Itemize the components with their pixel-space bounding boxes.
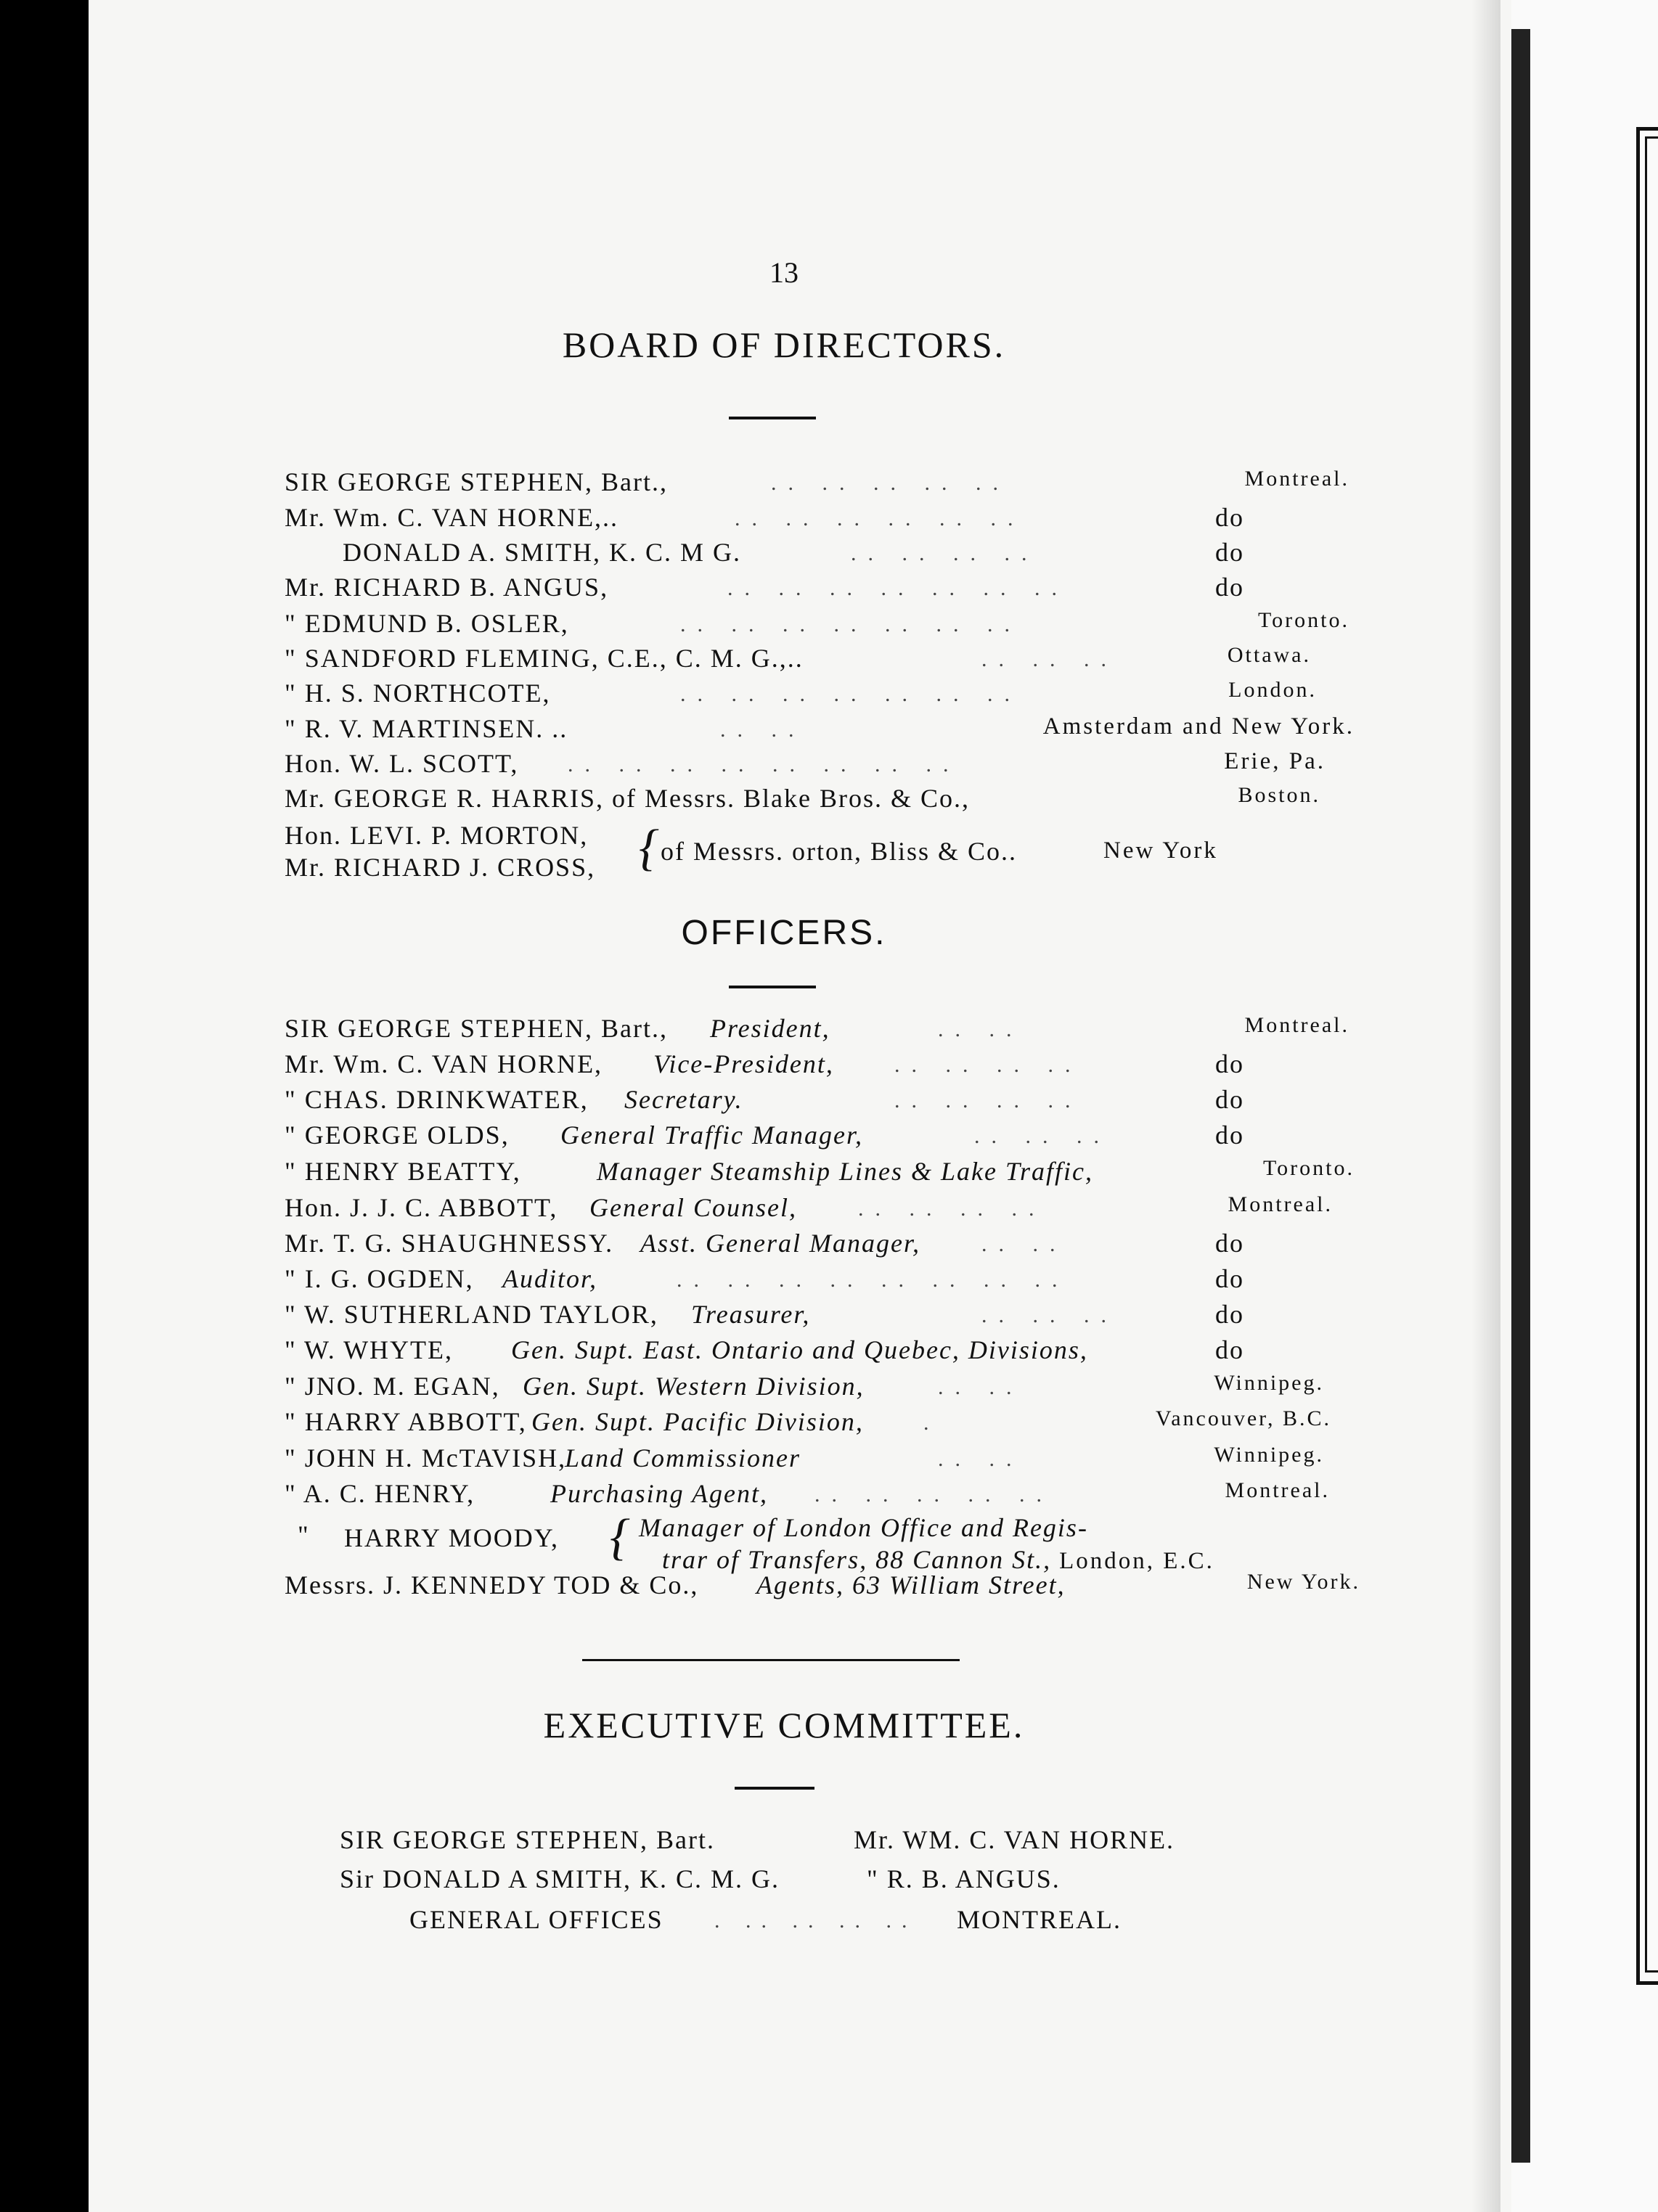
board-rule: [729, 417, 816, 419]
executive-heading: EXECUTIVE COMMITTEE.: [543, 1705, 1025, 1745]
director-name: Mr. Wm. C. VAN HORNE,..: [285, 503, 619, 532]
officer-title: Asst. General Manager,: [640, 1229, 920, 1258]
board-row: [285, 678, 1658, 713]
officer-name: " W. WHYTE,: [285, 1335, 454, 1364]
director-name: DONALD A. SMITH, K. C. M G.: [343, 538, 742, 567]
leader-dots: .. .. .. ..: [851, 541, 1039, 565]
officer-name: Mr. T. G. SHAUGHNESSY.: [285, 1229, 614, 1258]
leader-dots: .. ..: [720, 718, 806, 742]
director-place: Boston.: [1238, 783, 1320, 807]
officer-place: do: [1215, 1335, 1244, 1364]
officer-name: " GEORGE OLDS,: [285, 1121, 510, 1150]
officer-row: [285, 1406, 1658, 1441]
director-name: " SANDFORD FLEMING, C.E., C. M. G.,..: [285, 644, 804, 673]
officer-row: [285, 1335, 1658, 1369]
leader-dots: .. .. .. ..: [894, 1089, 1082, 1113]
director-place: Toronto.: [1257, 608, 1349, 632]
officer-row: [285, 1013, 1658, 1048]
leader-dots: .. .. ..: [974, 1124, 1111, 1148]
brace-glyph: {: [610, 1510, 632, 1565]
director-name: Mr. GEORGE R. HARRIS, of Messrs. Blake Bros. & Co.,: [285, 784, 971, 813]
officer-place: Winnipeg.: [1214, 1371, 1324, 1395]
board-row: [285, 502, 1658, 537]
officer-row: [285, 1478, 1658, 1513]
executive-member: " R. B. ANGUS.: [867, 1864, 1061, 1893]
director-place: New York: [1103, 837, 1218, 864]
officer-title: Gen. Supt. Western Division,: [523, 1372, 865, 1401]
officer-title: trar of Transfers, 88 Cannon St.,: [662, 1545, 1052, 1574]
director-name: " H. S. NORTHCOTE,: [285, 679, 551, 708]
director-name: Mr. RICHARD B. ANGUS,: [285, 573, 609, 602]
officer-title: Treasurer,: [691, 1300, 811, 1329]
director-name: Hon. LEVI. P. MORTON,: [285, 821, 589, 850]
officers-heading: OFFICERS.: [681, 914, 887, 952]
leader-dots: .: [923, 1411, 941, 1435]
officer-place: Vancouver, B.C.: [1155, 1406, 1331, 1430]
general-offices-label: GENERAL OFFICES: [409, 1905, 663, 1934]
officer-title: President,: [710, 1014, 830, 1043]
officer-row: [285, 1228, 1658, 1263]
officer-title: Auditor,: [502, 1264, 598, 1293]
page-number: 13: [769, 256, 799, 289]
officer-row: [285, 1120, 1658, 1155]
officer-place: Toronto.: [1262, 1156, 1355, 1180]
officer-row: [285, 1192, 1658, 1227]
officer-row-tod: [285, 1570, 1658, 1605]
executive-rule: [735, 1787, 814, 1790]
officer-place: Winnipeg.: [1214, 1443, 1324, 1467]
director-name: SIR GEORGE STEPHEN, Bart.,: [285, 467, 668, 496]
board-heading: BOARD OF DIRECTORS.: [562, 324, 1006, 365]
director-place: Erie, Pa.: [1224, 748, 1326, 774]
board-brace-row: [285, 820, 1301, 893]
officer-name: Mr. Wm. C. VAN HORNE,: [285, 1049, 603, 1078]
director-place: do: [1215, 538, 1244, 567]
board-row: [285, 608, 1658, 643]
officer-row: [285, 1443, 1658, 1478]
officer-row: [285, 1299, 1658, 1334]
leader-dots: .. .. ..: [981, 647, 1118, 671]
officer-row: [285, 1156, 1658, 1191]
officer-title: Manager of London Office and Regis-: [639, 1513, 1088, 1542]
officer-place: do: [1215, 1085, 1244, 1114]
officer-name: Hon. J. J. C. ABBOTT,: [285, 1193, 558, 1222]
officer-place: Montreal.: [1228, 1192, 1333, 1216]
executive-member: Mr. WM. C. VAN HORNE.: [854, 1825, 1175, 1854]
director-name: " EDMUND B. OSLER,: [285, 609, 569, 638]
officer-place: do: [1215, 1229, 1244, 1258]
board-row: [285, 713, 1658, 748]
board-row: [285, 643, 1658, 678]
director-name: " R. V. MARTINSEN. ..: [285, 714, 568, 743]
executive-member: SIR GEORGE STEPHEN, Bart.: [340, 1825, 715, 1854]
officer-place: do: [1215, 1300, 1244, 1329]
officer-title: Manager Steamship Lines & Lake Traffic,: [597, 1157, 1093, 1186]
officer-name: " CHAS. DRINKWATER,: [285, 1085, 589, 1114]
leader-dots: .. ..: [938, 1447, 1024, 1471]
officer-title: Gen. Supt. Pacific Division,: [531, 1407, 864, 1436]
officer-name: " JNO. M. EGAN,: [285, 1372, 500, 1401]
officer-name: " I. G. OGDEN,: [285, 1264, 474, 1293]
brace-glyph: {: [639, 820, 661, 876]
officer-name: " HENRY BEATTY,: [285, 1157, 521, 1186]
officer-row: [285, 1263, 1658, 1298]
leader-dots: .. .. .. .. .. .. ..: [727, 576, 1069, 600]
ditto-mark: ": [298, 1520, 310, 1549]
officer-title: Vice-President,: [653, 1049, 834, 1078]
board-row: [285, 572, 1658, 607]
officer-place: do: [1215, 1049, 1244, 1078]
leader-dots: .. ..: [938, 1375, 1024, 1399]
director-place: Ottawa.: [1227, 643, 1311, 667]
board-row: [285, 467, 1658, 501]
director-place: do: [1215, 503, 1244, 532]
officer-title: Purchasing Agent,: [550, 1479, 768, 1508]
officer-place: do: [1215, 1264, 1244, 1293]
officer-name: " W. SUTHERLAND TAYLOR,: [285, 1300, 658, 1329]
director-name: Mr. RICHARD J. CROSS,: [285, 853, 596, 882]
director-place: do: [1215, 573, 1244, 602]
officer-name: SIR GEORGE STEPHEN, Bart.,: [285, 1014, 668, 1043]
director-place: Montreal.: [1244, 467, 1349, 491]
leader-dots: .. .. .. .. .. .. ..: [680, 613, 1021, 636]
firm-name: of Messrs. orton, Bliss & Co..: [661, 837, 1018, 866]
director-name: Hon. W. L. SCOTT,: [285, 749, 519, 778]
general-offices-city: MONTREAL.: [957, 1905, 1122, 1934]
officer-place: Montreal.: [1244, 1013, 1349, 1037]
director-place: Amsterdam and New York.: [1042, 713, 1355, 740]
officer-row: [285, 1049, 1658, 1084]
officer-place: Montreal.: [1225, 1478, 1330, 1502]
leader-dots: .. .. ..: [981, 1303, 1118, 1327]
leader-dots: .. .. .. .. .. ..: [735, 507, 1025, 531]
officer-title: Land Commissioner: [565, 1443, 801, 1472]
officer-title: Gen. Supt. East. Ontario and Quebec, Divisions,: [511, 1335, 1088, 1364]
officer-name: " HARRY ABBOTT,: [285, 1407, 527, 1436]
officer-row: [285, 1084, 1658, 1119]
officer-place: do: [1215, 1121, 1244, 1150]
officer-name: " JOHN H. McTAVISH,: [285, 1443, 567, 1472]
officer-name: " A. C. HENRY,: [285, 1479, 475, 1508]
board-row: [285, 783, 1658, 818]
leader-dots: .. ..: [981, 1232, 1067, 1256]
officer-title: Secretary.: [624, 1085, 743, 1114]
leader-dots: .. .. .. .. ..: [771, 471, 1010, 495]
agent-place: New York.: [1246, 1570, 1360, 1594]
leader-dots: . .. .. .. ..: [714, 1909, 918, 1933]
executive-member: Sir DONALD A SMITH, K. C. M. G.: [340, 1864, 780, 1893]
officer-title: General Counsel,: [589, 1193, 797, 1222]
officer-place: London, E.C.: [1059, 1548, 1214, 1574]
leader-dots: .. .. .. ..: [858, 1197, 1046, 1221]
leader-dots: .. .. .. .. ..: [814, 1483, 1053, 1507]
director-place: London.: [1228, 678, 1317, 702]
officer-title: General Traffic Manager,: [560, 1121, 863, 1150]
board-row: [285, 748, 1658, 783]
agent-name: Messrs. J. KENNEDY TOD & Co.,: [285, 1570, 699, 1599]
leader-dots: .. .. .. .. .. .. .. ..: [568, 753, 960, 777]
agent-title: Agents, 63 William Street,: [756, 1570, 1066, 1599]
officers-rule: [729, 986, 816, 988]
board-row: [285, 537, 1658, 572]
section-divider: [582, 1659, 960, 1661]
leader-dots: .. .. .. ..: [894, 1053, 1082, 1077]
leader-dots: .. .. .. .. .. .. ..: [680, 682, 1021, 706]
leader-dots: .. ..: [938, 1017, 1024, 1041]
leader-dots: .. .. .. .. .. .. .. ..: [677, 1268, 1069, 1292]
officer-row: [285, 1371, 1658, 1406]
officer-name: HARRY MOODY,: [344, 1523, 560, 1552]
